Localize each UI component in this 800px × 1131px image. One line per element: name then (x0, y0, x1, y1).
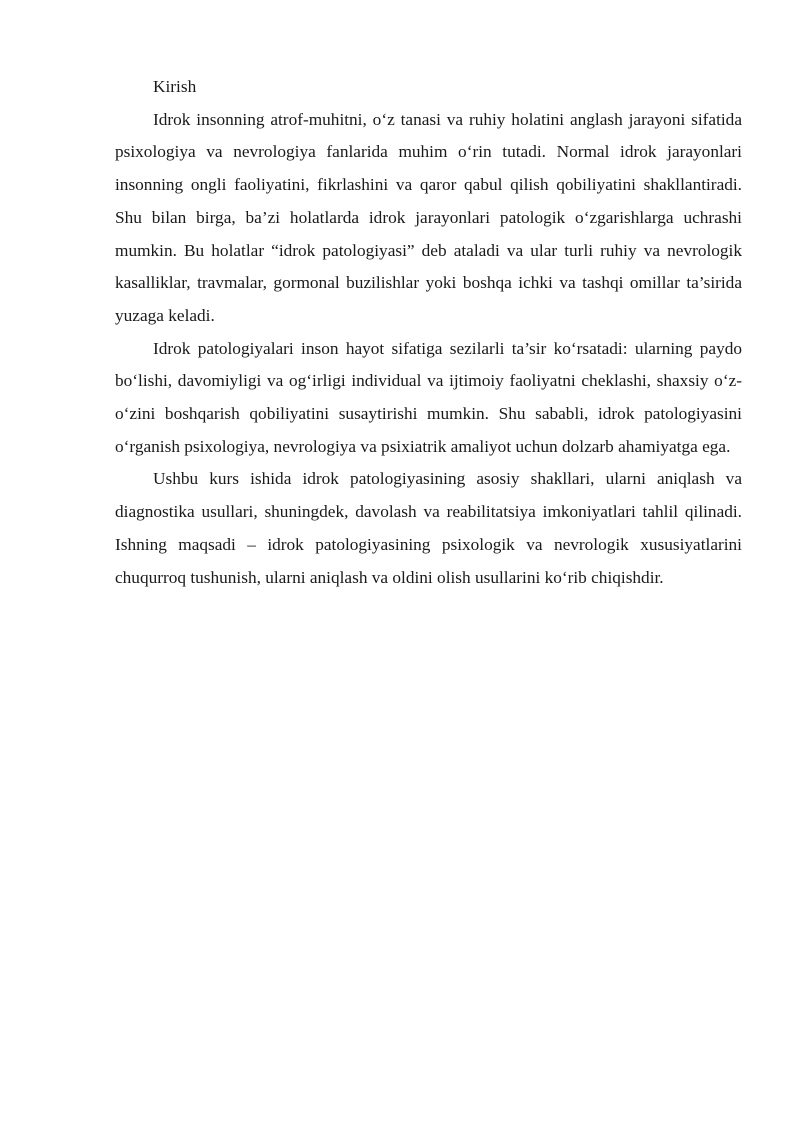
paragraph-1: Idrok insonning atrof-muhitni, o‘z tanasi va ruhiy holatini anglash jarayoni sifatida psixologiya va nevrologiya fanlarida muhim o‘rin tutadi. Normal idrok jarayonlari insonning ongli faoliyatini, fikrlashini va qaror qabul qilish qobiliyatini shakllantiradi. Shu bilan birga, ba’zi holatlarda idrok jarayonlari patologik o‘zgarishlarga uchrashi mumkin. Bu holatlar “idrok patologiyasi” deb ataladi va ular turli ruhiy va nevrologik kasalliklar, travmalar, gormonal buzilishlar yoki boshqa ichki va tashqi omillar ta’sirida yuzaga keladi. (115, 109, 742, 325)
paragraph-3: Ushbu kurs ishida idrok patologiyasining asosiy shakllari, ularni aniqlash va diagnostika usullari, shuningdek, davolash va reabilitatsiya imkoniyatlari tahlil qilinadi. Ishning maqsadi – idrok patologiyasining psixologik va nevrologik xususiyatlarini chuqurroq tushunish, ularni aniqlash va oldini olish usullarini ko‘rib chiqishdir. (115, 469, 742, 587)
document-body (115, 71, 742, 594)
paragraph-2: Idrok patologiyalari inson hayot sifatiga sezilarli ta’sir ko‘rsatadi: ularning paydo bo‘lishi, davomiyligi va og‘irligi individual va ijtimoiy faoliyatni cheklashi, shaxsiy o‘z-o‘zini boshqarish qobiliyatini susaytirishi mumkin. Shu sababli, idrok patologiyasini o‘rganish psixologiya, nevrologiya va psixiatrik amaliyot uchun dolzarb ahamiyatga ega. (115, 338, 742, 456)
section-heading: Kirish (153, 77, 197, 96)
